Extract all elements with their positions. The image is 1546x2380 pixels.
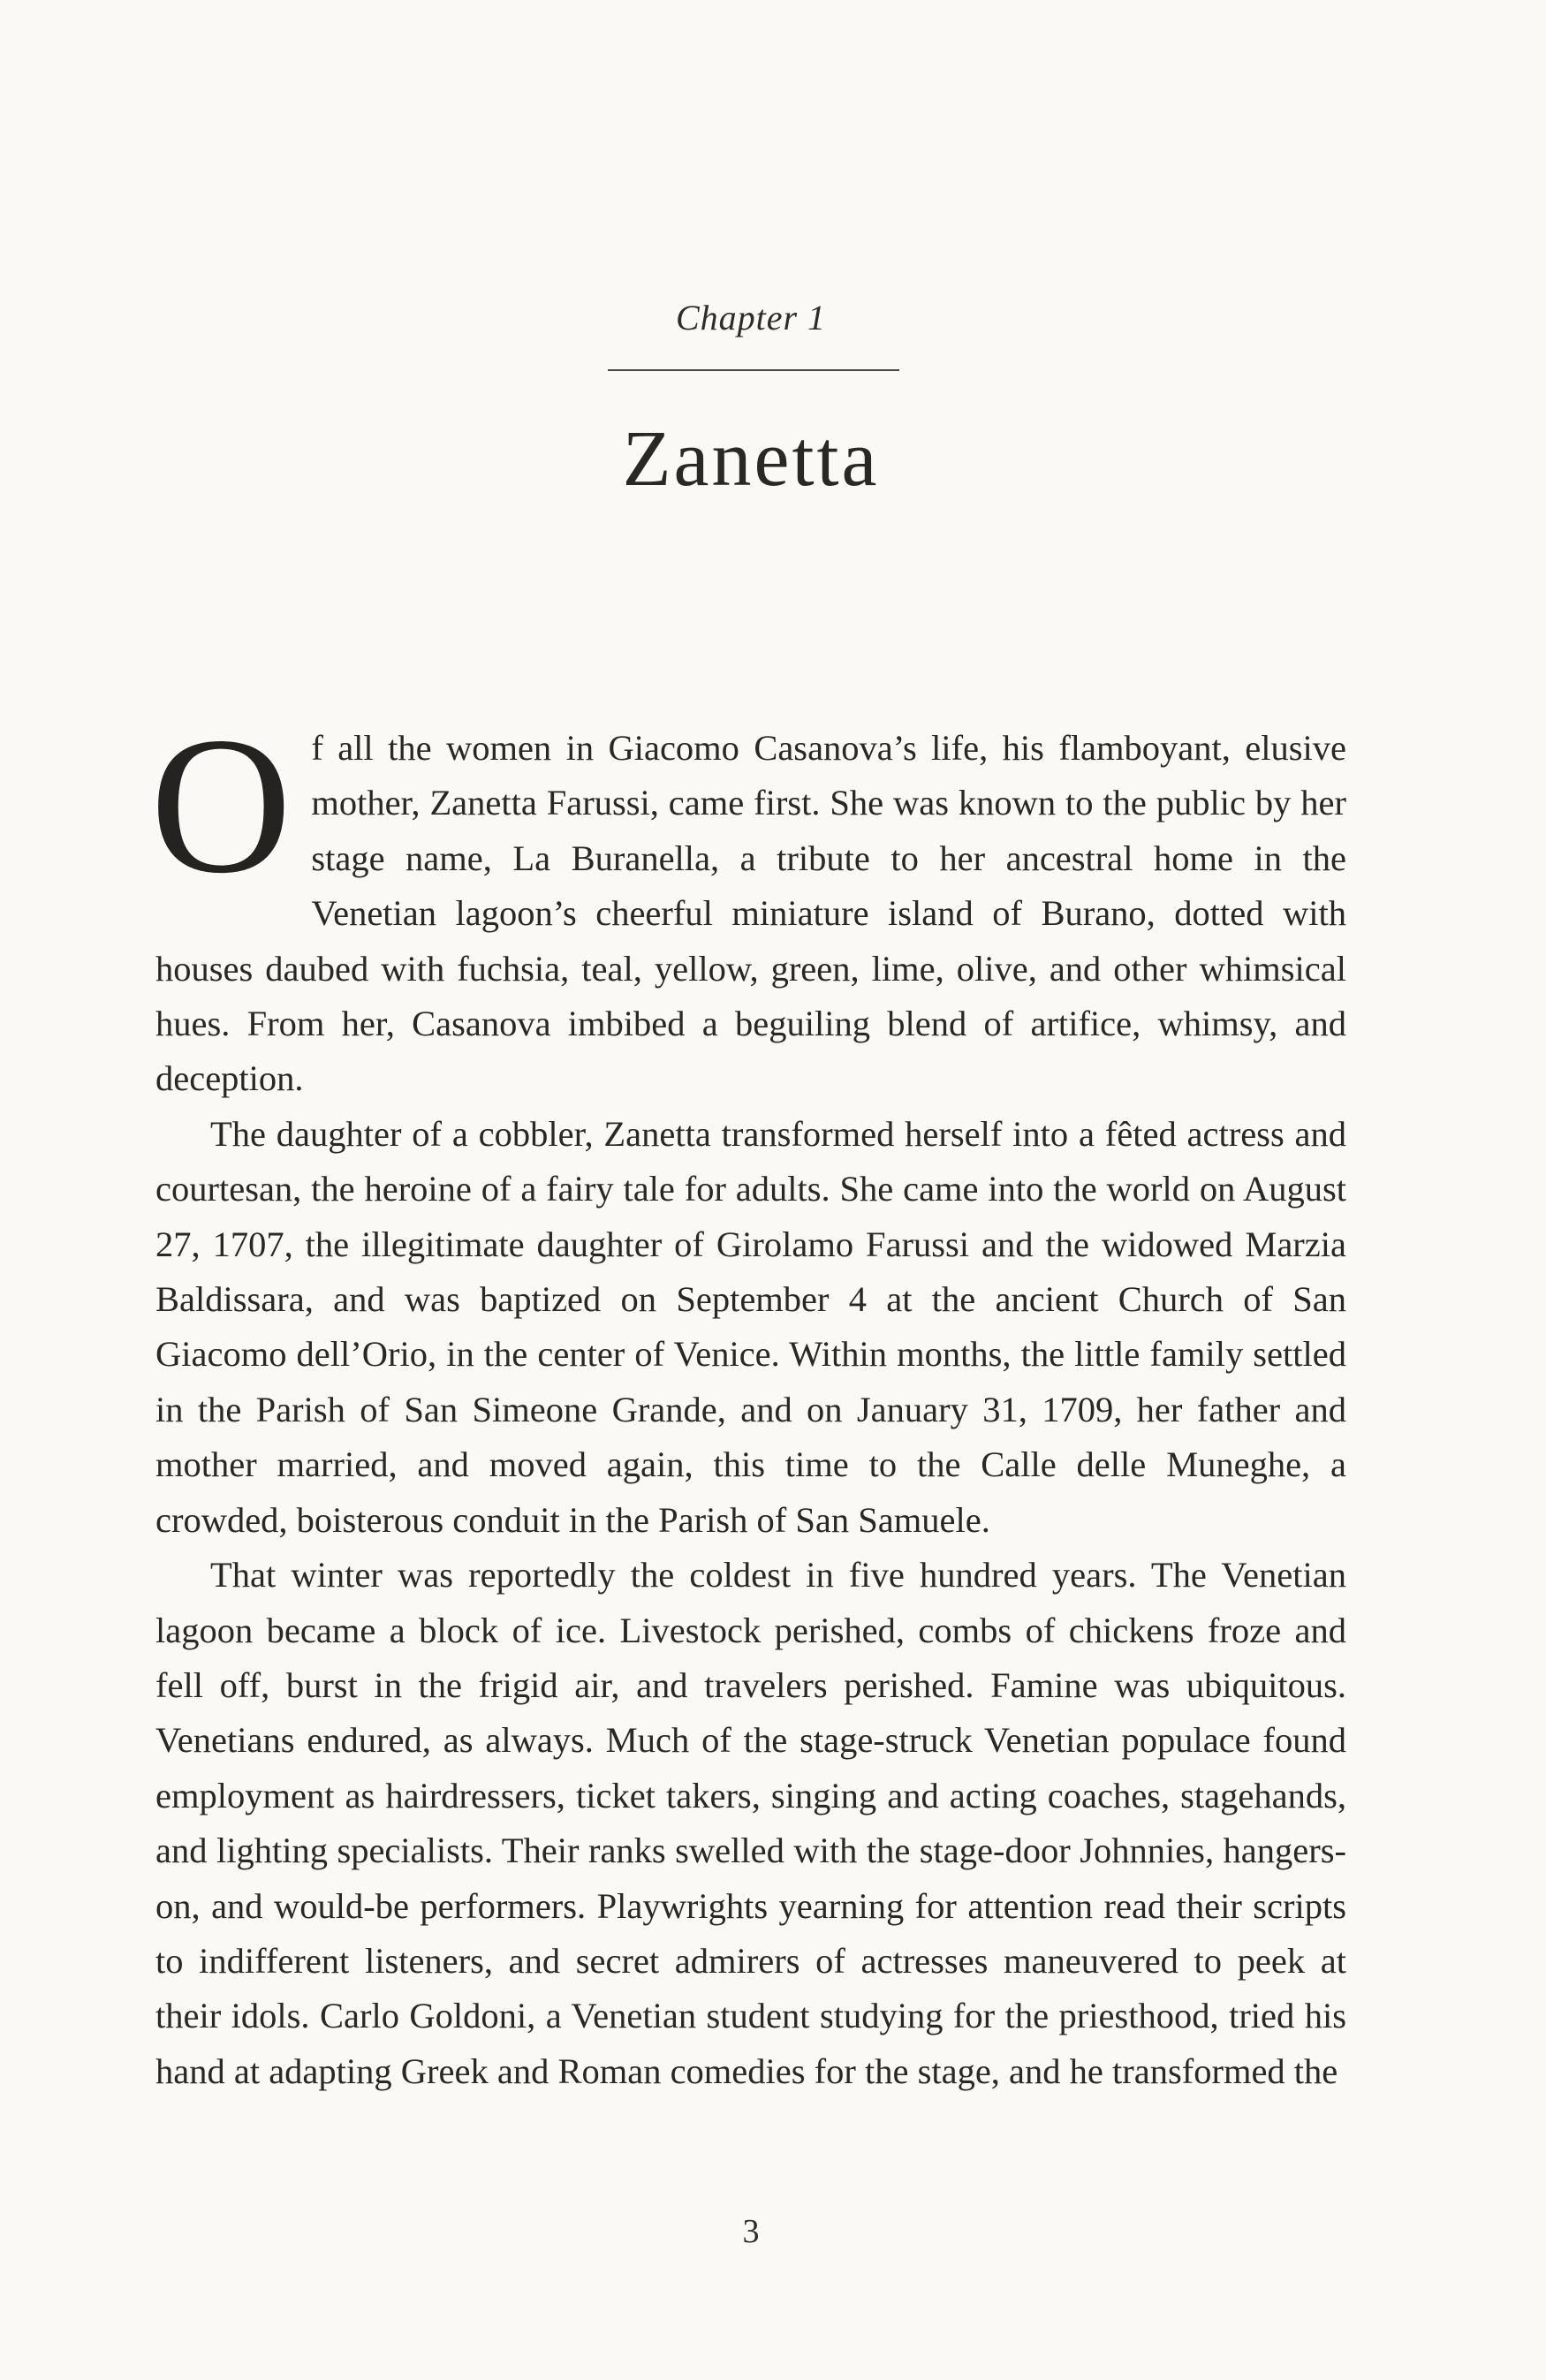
- drop-cap: O: [150, 697, 292, 914]
- body-text: [150, 697, 1346, 2099]
- chapter-divider: [608, 369, 899, 371]
- paragraph-2: The daughter of a cobbler, Zanetta transformed herself into a fêted actress and courtesan, the heroine of a fairy tale for adults. She came into the world on August 27, 1707, the illegitimate daughter of Girolamo Farussi and the widowed Marzia Baldissara, and was baptized on September 4 at the ancient Church of San Giacomo dell’Orio, in the center of Venice. Within months, the little family settled in the Parish of San Simeone Grande, and on January 31, 1709, her father and mother married, and moved again, this time to the Calle delle Muneghe, a crowded, boisterous conduit in the Parish of San Samuele.: [155, 1113, 1346, 1540]
- paragraph-1: [150, 697, 1346, 1107]
- paragraph-1-text: f all the women in Giacomo Casanova’s life, his flamboyant, elusive mother, Zanetta Farussi, came first. She was known to the public by her stage name, La Buranella, a tribute to her ancestral home in the Venetian lagoon’s cheerful miniature island of Burano, dotted with houses daubed with fuchsia, teal, yellow, green, lime, olive, and other whimsical hues. From her, Casanova imbibed a beguiling blend of artifice, whimsy, and deception.: [155, 728, 1346, 1099]
- chapter-label: Chapter 1: [675, 298, 827, 337]
- chapter-title: Zanetta: [622, 415, 880, 503]
- paragraph-3: That winter was reportedly the coldest in five hundred years. The Venetian lagoon became a block of ice. Livestock perished, combs of chickens froze and fell off, burst in the frigid air, and travelers perished. Famine was ubiquitous. Venetians endured, as always. Much of the stage-struck Venetian populace found employment as hairdressers, ticket takers, singing and acting coaches, stagehands, and lighting specialists. Their ranks swelled with the stage-door Johnnies, hangers-on, and would-be performers. Playwrights yearning for attention read their scripts to indifferent listeners, and secret admirers of actresses maneuvered to peek at their idols. Carlo Goldoni, a Venetian student studying for the priesthood, tried his hand at adapting Greek and Roman comedies for the stage, and he transformed the: [155, 1555, 1346, 2091]
- page-number: 3: [742, 2213, 760, 2250]
